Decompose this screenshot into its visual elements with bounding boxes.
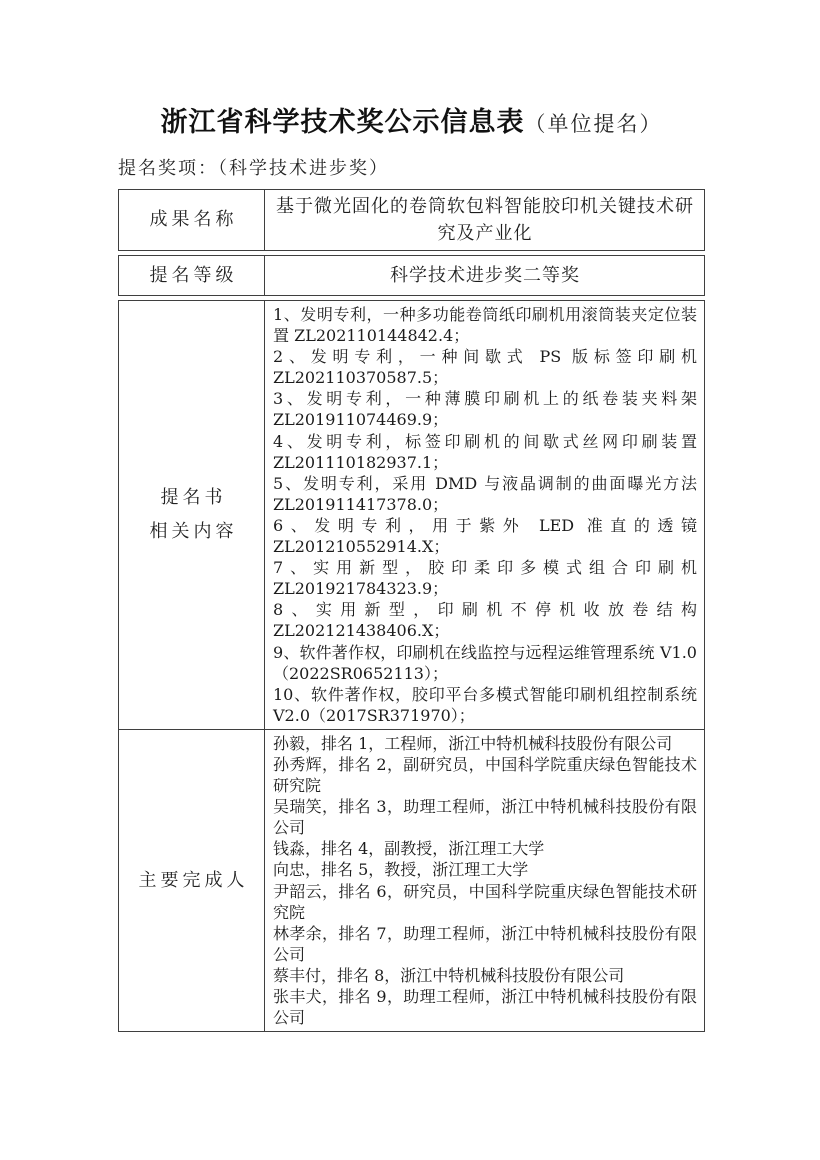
row-nomination-book [118,300,705,730]
nomination-book-content [265,301,704,729]
patent-item: 9、软件著作权，印刷机在线监控与远程运维管理系统 V1.0（2022SR0652113）； [273,642,697,683]
patent-item: 6、发明专利，用于紫外 LED 准直的透镜 ZL201210552914.X； [273,515,697,557]
nomination-award-line: 提名奖项：（科学技术进步奖） [118,158,389,179]
patent-item: 7、实用新型，胶印柔印多模式组合印刷机 ZL201921784323.9； [273,558,697,599]
patent-item: 2、发明专利，一种间歇式 PS 版标签印刷机 ZL202110370587.5； [273,347,697,388]
patent-item: 3、发明专利，一种薄膜印刷机上的纸卷装夹料架 ZL201911074469.9； [273,389,697,430]
person-item: 钱淼，排名 4，副教授，浙江理工大学 [273,839,545,859]
main-completers-content [265,730,704,1031]
person-item: 林孝余，排名 7，助理工程师，浙江中特机械科技股份有限公司 [273,923,697,964]
page-title-main: 浙江省科学技术奖公示信息表 [160,107,525,137]
person-item: 尹韶云，排名 6，研究员，中国科学院重庆绿色智能技术研究院 [273,881,697,922]
page-title [118,100,705,139]
main-completers-label [119,730,265,1031]
result-name-label [119,190,265,250]
row-main-completers [118,730,705,1032]
row-result-name [118,189,705,251]
row-nomination-level [118,255,705,296]
patent-item: 10、软件著作权，胶印平台多模式智能印刷机组控制系统 V2.0（2017SR371970）； [273,684,697,725]
nomination-book-label-line1: 提名书 [160,486,227,508]
page-title-paren: （单位提名） [524,112,663,136]
patent-item: 8、实用新型，印刷机不停机收放卷结构 ZL202121438406.X； [273,600,697,641]
person-item: 吴瑞笑，排名 3，助理工程师，浙江中特机械科技股份有限公司 [273,797,697,838]
result-name-value [265,190,704,250]
nomination-level-label-text: 提名等级 [149,264,238,286]
person-item: 孙秀辉，排名 2，副研究员，中国科学院重庆绿色智能技术研究院 [273,754,697,796]
nomination-level-value [265,256,704,295]
nomination-book-label [119,301,265,729]
main-completers-label-text: 主要完成人 [138,869,249,891]
award-info-table [118,189,705,1032]
person-item: 孙毅，排名 1，工程师，浙江中特机械科技股份有限公司 [273,733,673,753]
person-item: 向忠，排名 5，教授，浙江理工大学 [273,860,529,880]
patent-item: 5、发明专利，采用 DMD 与液晶调制的曲面曝光方法 ZL201911417378.0； [273,473,697,514]
nomination-level-label [119,256,265,295]
person-item: 张丰犬，排名 9，助理工程师，浙江中特机械科技股份有限公司 [273,987,697,1028]
result-name-value-text: 基于微光固化的卷筒软包料智能胶印机关键技术研究及产业化 [276,196,694,244]
person-item: 蔡丰付，排名 8，浙江中特机械科技股份有限公司 [273,965,625,985]
nomination-book-label-line2: 相关内容 [149,520,238,542]
nomination-level-value-text: 科学技术进步奖二等奖 [390,265,580,286]
result-name-label-text: 成果名称 [149,209,238,230]
patent-item: 4、发明专利，标签印刷机的间歇式丝网印刷装置 ZL201110182937.1； [273,431,697,472]
patent-item: 1、发明专利，一种多功能卷筒纸印刷机用滚筒装夹定位装置 ZL202110144842.4； [273,305,697,346]
